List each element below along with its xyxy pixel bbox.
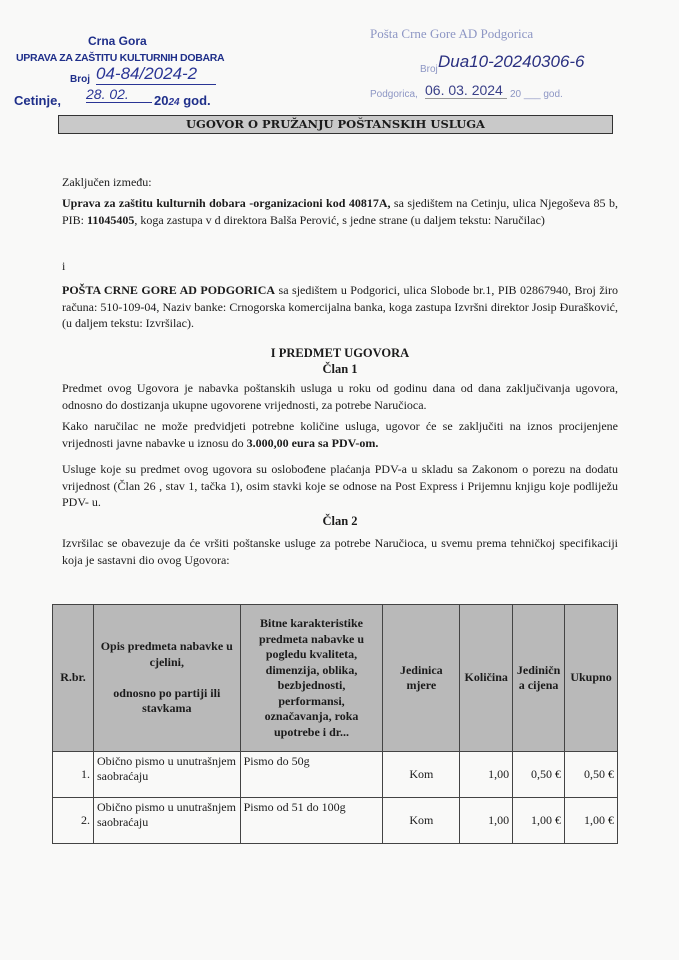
party2-name: POŠTA CRNE GORE AD PODGORICA xyxy=(62,283,276,297)
party1-pib: 11045405 xyxy=(87,212,135,227)
stamp-right-god: god. xyxy=(543,89,563,100)
cell-opis: Obično pismo u unutrašnjem saobraćaju xyxy=(93,798,240,844)
section-heading: I PREDMET UGOVORA xyxy=(270,346,410,360)
stamp-company: Pošta Crne Gore AD Podgorica xyxy=(370,26,534,41)
stamp-year-prefix: 20 xyxy=(154,93,169,108)
clan1-paragraph1: Predmet ovog Ugovora je nabavka poštanskih usluga u roku od godinu dana od dana zaključivanja ugovora, odnosno do dostizanja ukupne ugovorene vrijednosti, za potrebe Naručioca. xyxy=(62,381,618,412)
stamp-date: 28. 02. xyxy=(86,86,152,103)
document-title: UGOVOR O PRUŽANJU POŠTANSKIH USLUGA xyxy=(58,115,613,134)
stamp-right-city: Podgorica, xyxy=(370,89,418,100)
party2-text: sa sjedištem u Podgorici, ulica Slobode br.1, PIB 02867940, Broj žiro računa: 510-109-04, Naziv banke: Crnogorska komercijalna banka, koga zastupa Izvršni direktor Josip Đurašković, (u daljem tekstu: Izvršilac). xyxy=(62,283,618,330)
clan1-p2-text: Kako naručilac ne može predvidjeti potrebne količine usluga, ugovor će se zaključiti na iznos procijenjene vrijednosti javne nabavke u iznosu do xyxy=(62,419,618,450)
header-rbr: R.br. xyxy=(53,605,94,752)
document-page: Crna Gora UPRAVA ZA ZAŠTITU KULTURNIH DOBARA Broj 04-84/2024-2 Cetinje, 28. 02. 2024 god. Pošta Crne Gore AD Podgorica Broj Dua10-20240306-6 Podgorica, 06. 03. 2024 20 ___ god. UGOVOR O PRUŽANJU POŠTANSKIH USLUGA Zaključen između: Uprava za zaštitu kulturnih dobara -organizacioni kod 40817A, sa sjedištem na Cetinju, ulica Njegoševa 85 b, PIB: 11045405, koga zastupa v d direktora Balša Perović, s jedne strane (u daljem tekstu: Naručilac) i POŠTA CRNE GORE AD PODGORICA sa sjedištem u Podgorici, ulica Slobode br.1, PIB 02867940, Broj žiro računa: 510-109-04, Naziv banke: Crnogorska komercijalna banka, koga zastupa Izvršni direktor Josip Đurašković, (u daljem tekstu: Izvršilac). I PREDMET UGOVORA Član 1 Predmet ovog Ugovora je nabavka poštanskih usluga u roku od godinu dana od dana zaključivanja ugovora, odnosno do dostizanja ukupne ugovorene vrijednosti, za potrebe Naručioca. Kako naručilac ne može predvidjeti potrebne količine usluga, ugovor će se zaključiti na iznos procijenjene vrijednosti javne nabavke u iznosu do 3.000,00 eura sa PDV-om. Usluge koje su predmet ovog ugovora su oslobođene plaćanja PDV-a u skladu sa Zakonom o porezu na dodatu vrijednost (Član 26 , stav 1, tačka 1), osim stavki koje se odnose na Post Express i Prijemnu knjigu koje podliježu PDV- u. Član 2 Izvršilac se obavezuje da će vršiti poštanske usluge za potrebe Naručioca, u svemu prema tehničkoj specifikaciji koja je sastavni dio ovog Ugovora: R.br. Opis predmeta nabavke u cjelini, odnosno po partiji ili stavkama Bitne karakteristike predmeta nabavke u pogledu kvaliteta, dimenzija, oblika, bezbjednosti, performansi, označavanja, roka upotrebe i dr... Jedinica mjere Količina Jedinična cijena Ukupno 1. Obično pismo u unutrašnjem saobraćaju Pismo do 50g Kom 1,00 0,50 € 0,50 € 2. Obično pismo u unutrašnjem saobraćaju Pismo od 51 do 100g Kom 1,00 1,00 € 1,00 € xyxy=(0,0,679,960)
stamp-city: Cetinje, xyxy=(14,93,61,108)
stamp-right-broj-label: Broj xyxy=(420,64,438,75)
header-opis-line1: Opis predmeta nabavke u cjelini, xyxy=(100,639,233,669)
cell-kolicina: 1,00 xyxy=(460,752,513,798)
stamp-year: 24 xyxy=(168,97,180,108)
stamp-right-broj-value: Dua10-20240306-6 xyxy=(438,52,585,71)
stamp-institution: UPRAVA ZA ZAŠTITU KULTURNIH DOBARA xyxy=(16,52,225,64)
header-opis xyxy=(93,605,240,752)
contract-amount: 3.000,00 xyxy=(246,435,289,450)
clan1-paragraph2 xyxy=(62,418,618,451)
party1-text-a: sa sjedištem na Cetinju, ulica Njegoševa 85 b, PIB: xyxy=(62,196,619,227)
specification-table xyxy=(52,604,618,844)
stamp-right-year: 20 xyxy=(510,89,522,100)
cell-karakteristike: Pismo od 51 do 100g xyxy=(240,798,383,844)
header-opis-line2: odnosno po partiji ili stavkama xyxy=(113,685,221,716)
cell-jedinica: Kom xyxy=(383,752,460,798)
stamp-broj-value: 04-84/2024-2 xyxy=(96,64,216,85)
party1-text-b: , koga zastupa v d direktora Balša Perović, s jedne strane (u daljem tekstu: Naručilac) xyxy=(134,212,545,227)
party2-paragraph xyxy=(62,282,618,332)
cell-karakteristike: Pismo do 50g xyxy=(240,752,383,798)
cell-jedinica: Kom xyxy=(383,798,460,844)
header-jedinica: Jedinica mjere xyxy=(383,605,460,752)
stamp-god: god. xyxy=(183,93,211,108)
clan1-paragraph3: Usluge koje su predmet ovog ugovora su oslobođene plaćanja PDV-a u skladu sa Zakonom o porezu na dodatu vrijednost (Član 26 , stav 1, tačka 1), osim stavki koje se odnose na Post Express i Prijemnu knjigu koje podliježu PDV- u. xyxy=(62,462,618,509)
cell-rbr: 1. xyxy=(53,752,94,798)
table-header-row xyxy=(53,605,618,752)
stamp-broj-label: Broj xyxy=(70,74,90,85)
intro-text: Zaključen između: xyxy=(62,175,152,189)
cell-rbr: 2. xyxy=(53,798,94,844)
and-text: i xyxy=(62,259,66,273)
cell-kolicina: 1,00 xyxy=(460,798,513,844)
clan1-heading: Član 1 xyxy=(322,362,358,376)
cell-opis: Obično pismo u unutrašnjem saobraćaju xyxy=(93,752,240,798)
clan2-heading: Član 2 xyxy=(322,514,358,528)
stamp-right-date: 06. 03. 2024 xyxy=(425,82,507,99)
table-row xyxy=(53,798,618,844)
cell-cijena: 1,00 € xyxy=(513,798,565,844)
contract-amount-suffix: eura sa PDV-om. xyxy=(288,435,379,450)
clan2-paragraph1: Izvršilac se obavezuje da će vršiti poštanske usluge za potrebe Naručioca, u svemu prema tehničkoj specifikaciji koja je sastavni dio ovog Ugovora: xyxy=(62,536,618,567)
table-row xyxy=(53,752,618,798)
header-ukupno: Ukupno xyxy=(565,605,618,752)
party1-paragraph xyxy=(62,195,618,228)
cell-ukupno: 1,00 € xyxy=(565,798,618,844)
header-karakteristike: Bitne karakteristike predmeta nabavke u pogledu kvaliteta, dimenzija, oblika, bezbjednosti, performansi, označavanja, roka upotrebe i dr... xyxy=(240,605,383,752)
party1-name: Uprava za zaštitu kulturnih dobara -organizacioni kod 40817A, xyxy=(62,196,391,210)
header-kolicina: Količina xyxy=(460,605,513,752)
header-cijena: Jedinična cijena xyxy=(513,605,565,752)
stamp-country: Crna Gora xyxy=(88,34,147,48)
cell-ukupno: 0,50 € xyxy=(565,752,618,798)
cell-cijena: 0,50 € xyxy=(513,752,565,798)
